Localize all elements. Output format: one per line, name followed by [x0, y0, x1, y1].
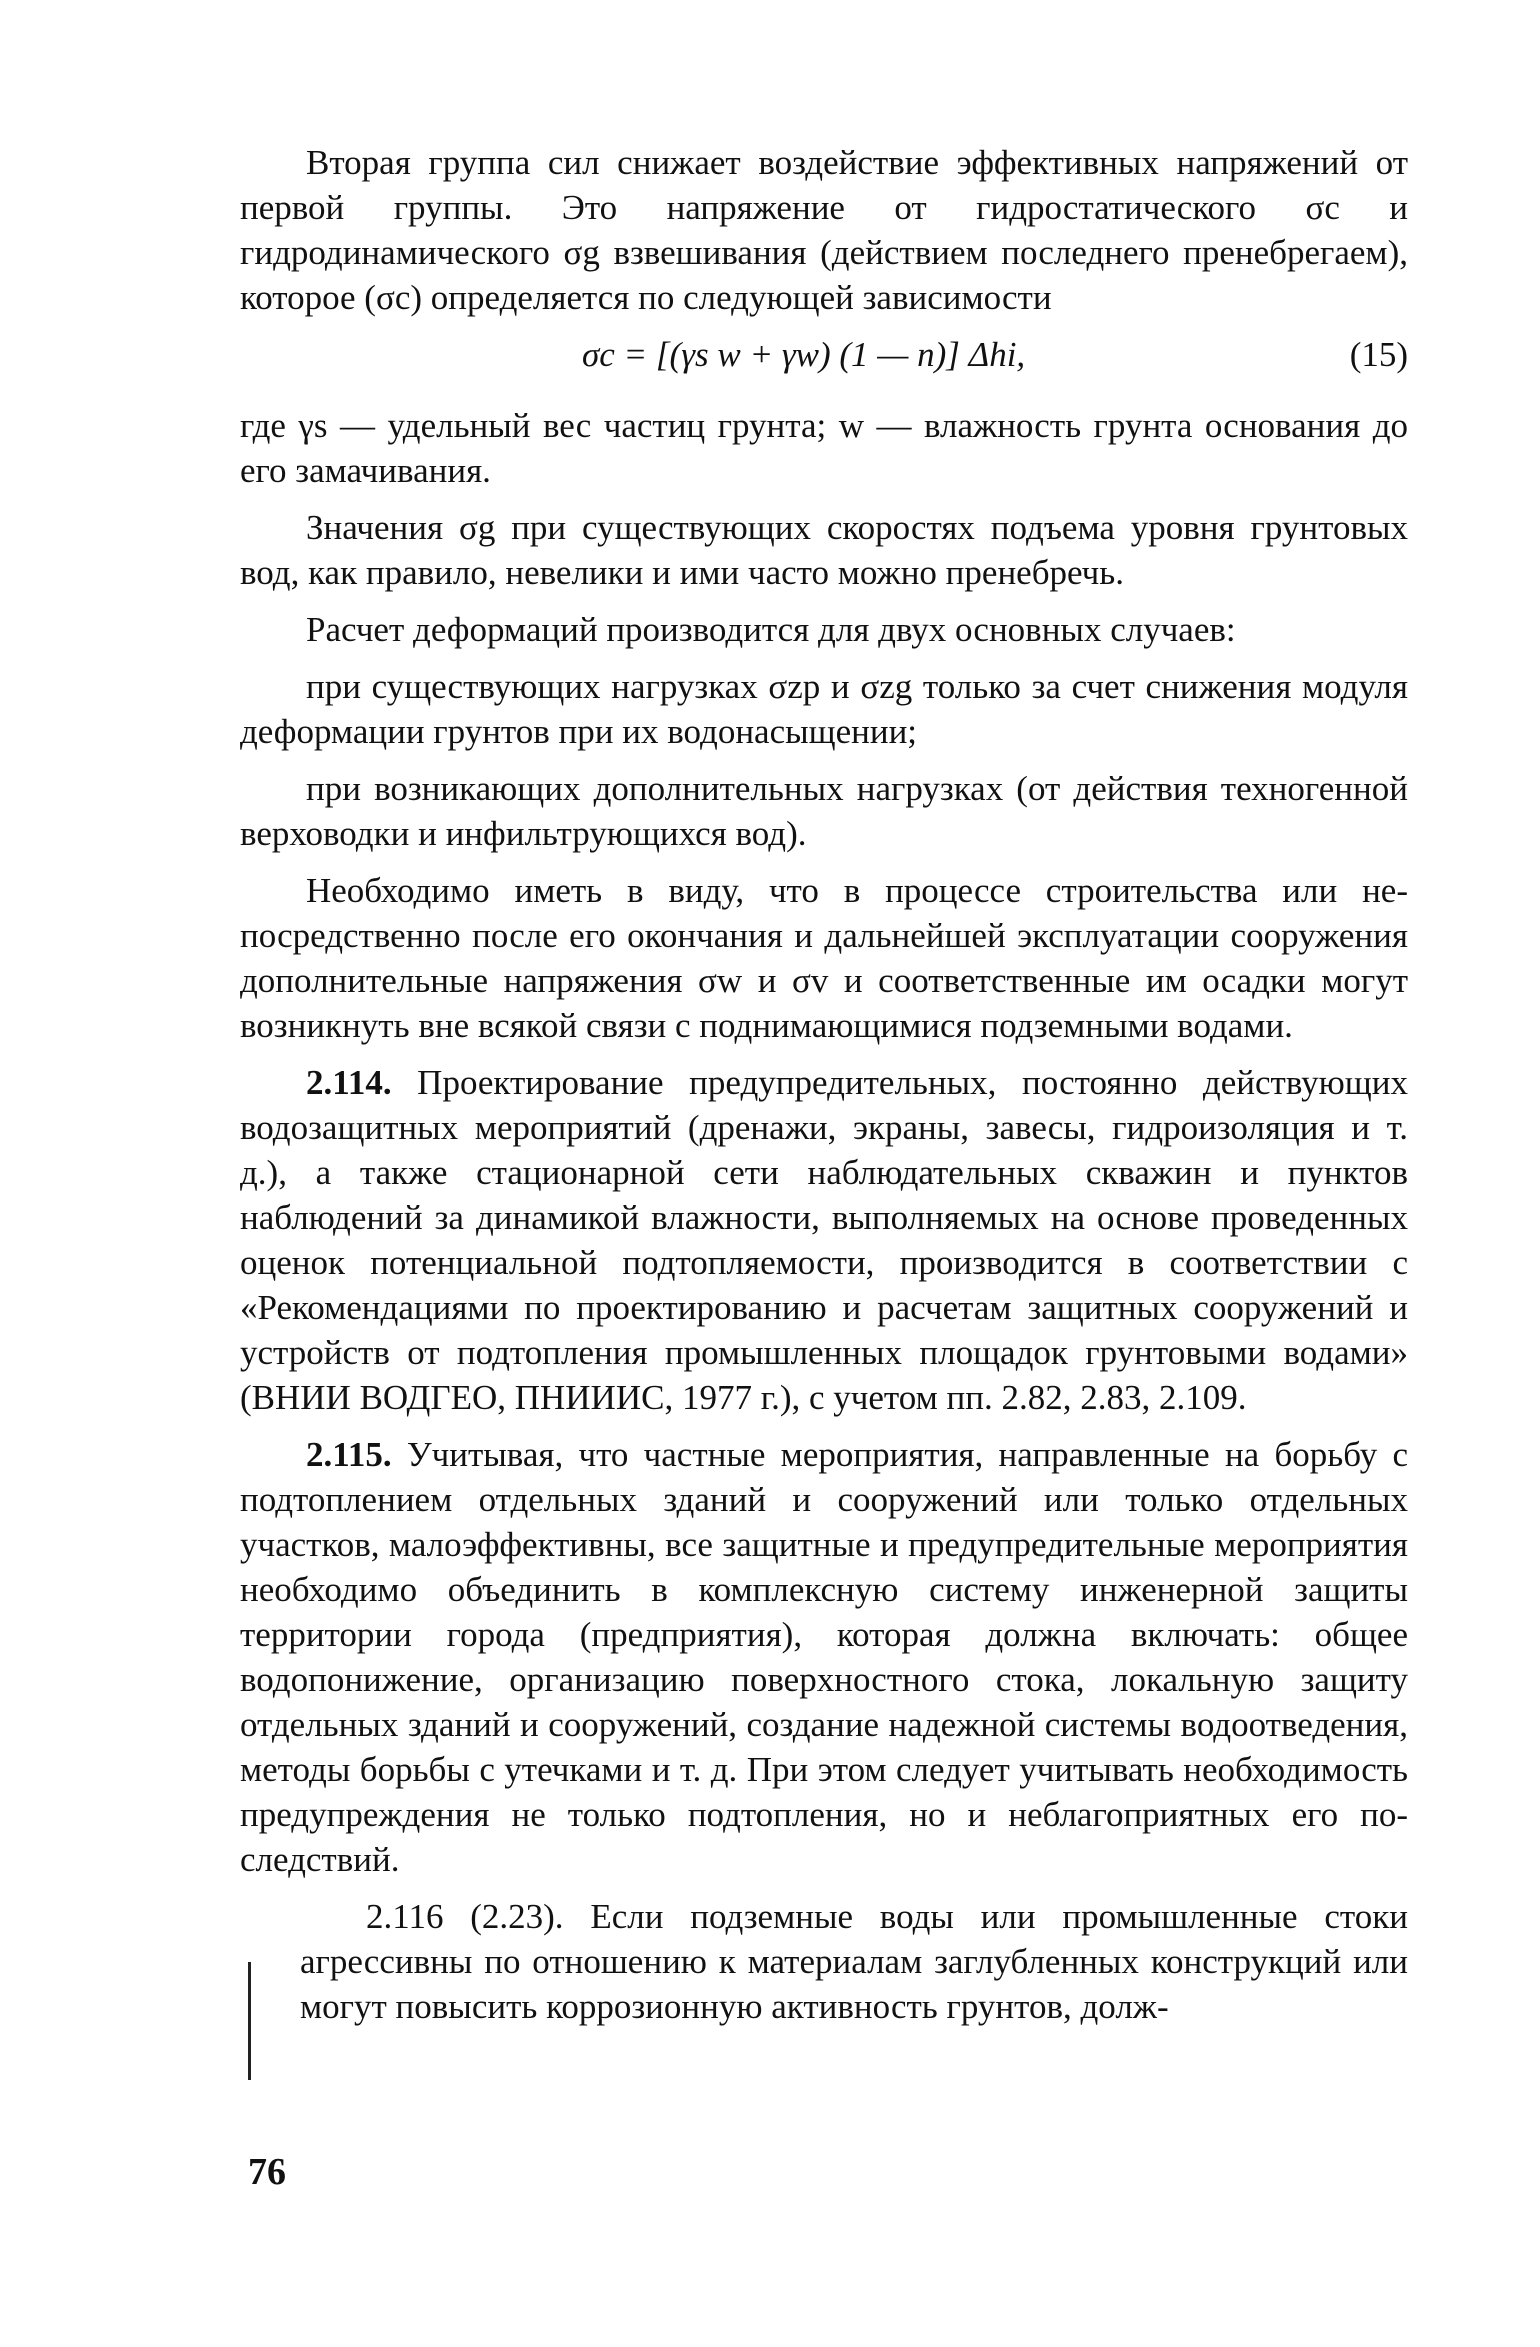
formula-15 — [240, 332, 1408, 377]
change-bar — [248, 1962, 251, 2080]
clause-2-114 — [240, 1060, 1408, 1420]
paragraph-7: Необходимо иметь в виду, что в процессе строительства или непосредственно после его окончания и дальнейшей эксплуатации сооружения дополнительные напряжения σw и σv и соответственные им осадки могут возникнуть вне всякой связи с поднимающимися подземными водами. — [240, 871, 1408, 1045]
paragraph-3: Значения σg при существующих скоростях подъема уровня грунтовых вод, как правило, невелики и ими часто можно пренебречь. — [240, 508, 1408, 592]
body-text — [240, 140, 1408, 2041]
clause-2-115 — [240, 1432, 1408, 1882]
paragraph-6: при возникающих дополнительных нагрузках (от действия техногенной верховодки и инфильтрующихся вод). — [240, 769, 1408, 853]
clause-text: Учитывая, что частные мероприятия, направленные на борьбу с подтоплением отдельных зданий и сооружений или только отдельных участков, малоэффективны, все защитные и предупредительные мероприятия необходимо объединить в комплексную систему инженерной защиты территории города (предприятия), которая должна включать: общее водопонижение, организацию поверхностного стока, локальную защиту отдельных зданий и сооружений, создание надежной системы водоотведения, методы борьбы с утечками и т. д. При этом следует учитывать необходимость предупреждения не только подтопления, но и неблагоприятных его последствий. — [240, 1435, 1408, 1879]
clause-number: 2.114. — [306, 1063, 392, 1102]
paragraph-1: Вторая группа сил снижает воздействие эффективных напряжений от первой группы. Это напряжение от гидростатического σc и гидродинамического σg взвешивания (действием последнего пренебрегаем), которое (σc) определяется по следующей зависимости — [240, 143, 1408, 317]
paragraph-2: где γs — удельный вес частиц грунта; w — влажность грунта основания до его замачивания. — [240, 406, 1408, 490]
clause-number: 2.115. — [306, 1435, 392, 1474]
paragraph-4: Расчет деформаций производится для двух основных случаев: — [306, 610, 1236, 649]
formula-number: (15) — [1349, 335, 1408, 374]
clause-2-116: 2.116 (2.23). Если подземные воды или промышленные стоки агрессивны по отношению к материалам заглубленных конструкций или могут повысить коррозионную активность грунтов, долж- — [300, 1897, 1408, 2026]
formula-expression: σc = [(γs w + γw) (1 — n)] Δhi, — [582, 335, 1026, 374]
clause-text: Проектирование предупредительных, постоянно действующих водозащитных мероприятий (дренажи, экраны, завесы, гидроизоляция и т. д.), а также стационарной сети наблюдательных скважин и пунктов наблюдений за динамикой влажности, выполняемых на основе проведенных оценок потенциальной подтопляемости, производится в соответствии с «Рекомендациями по проектированию и расчетам защитных сооружений и устройств от подтопления промышленных площадок грунтовыми водами» (ВНИИ ВОДГЕО, ПНИИИС, 1977 г.), с учетом пп. 2.82, 2.83, 2.109. — [240, 1063, 1408, 1417]
page-number: 76 — [248, 2151, 286, 2193]
paragraph-5: при существующих нагрузках σzp и σzg только за счет снижения модуля деформации грунтов при их водонасыщении; — [240, 667, 1408, 751]
